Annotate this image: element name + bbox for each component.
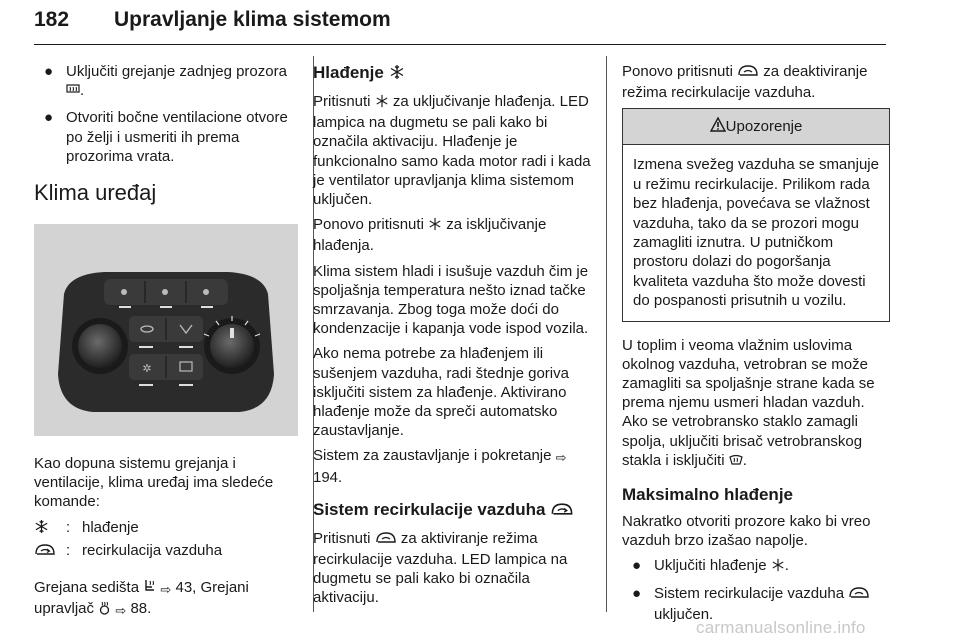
paragraph: Ponovo pritisnuti za isključivanje hlađenja.: [313, 216, 547, 255]
snowflake-icon: [428, 217, 442, 236]
legend-item: : hlađenje: [34, 518, 300, 539]
recirculation-icon: [550, 501, 574, 523]
warning-header: Upozorenje: [623, 109, 889, 145]
recirculation-icon: [34, 543, 56, 562]
list-item: ● Otvoriti bočne ventilacione otvore po želji i usmeriti ih prema prozorima vrata.: [44, 109, 288, 165]
rear-window-heating-icon: [66, 83, 80, 102]
paragraph: Ponovo pritisnuti za deaktiviranje režima recirkulacije vazduha.: [622, 63, 868, 102]
intro-paragraph: Kao dopuna sistemu grejanja i ventilacije, klima uređaj ima sledeće komande:: [34, 455, 274, 511]
column-3: [622, 62, 890, 630]
list-item: ● Sistem recirkulacije vazduha uključen.: [622, 584, 890, 624]
recirculation-icon: [737, 64, 759, 83]
snowflake-icon: [34, 519, 49, 539]
watermark: carmanualsonline.info: [696, 618, 866, 637]
paragraph: Sistem za zaustavljanje i pokretanje ⇨ 194.: [313, 447, 567, 486]
svg-text:✲: ✲: [142, 362, 152, 376]
warning-box: [622, 108, 890, 321]
column-1: [34, 62, 300, 626]
heated-seat-icon: [143, 579, 156, 599]
header-divider: [34, 44, 886, 45]
paragraph: Ako nema potrebe za hlađenjem ili sušenjem vazduha, radi štednje goriva isključiti sistem za hlađenje. Aktivirano hlađenje može da spreči automatsko zaustavljanje.: [313, 345, 569, 440]
paragraph: Nakratko otvoriti prozore kako bi vreo vazduh brzo izašao napolje.: [622, 513, 871, 550]
recirculation-icon: [848, 586, 870, 605]
windshield-defog-icon: [729, 453, 743, 472]
page-title: Upravljanje klima sistemom: [114, 8, 391, 31]
paragraph: Pritisnuti za aktiviranje režima recirkulacije vazduha. LED lampica na dugmetu se pali kako bi označila aktivaciju.: [313, 529, 568, 607]
seats-reference: Grejana sedišta ⇨ 43, Grejani upravljač ⇨ 88.: [34, 578, 300, 620]
page-header: [34, 8, 926, 38]
climate-panel-photo: [34, 224, 298, 436]
recirculation-icon: [375, 531, 397, 550]
snowflake-icon: [771, 558, 785, 577]
heading-recirculation: Sistem recirkulacije vazduha: [313, 499, 595, 523]
page-reference-arrow-icon: ⇨: [555, 450, 567, 466]
paragraph: Klima sistem hladi i isušuje vazduh čim je spoljašnja temperatura nešto iznad tačke smrzavanja. Zbog toga može doći do kondenzacije i kapanja vode ispod vozila.: [313, 262, 589, 338]
paragraph: U toplim i veoma vlažnim uslovima okolnog vazduha, vetrobran se može zamagliti sa spoljašnje strane kada se prema njemu usmeri hladan vazduh. Ako se vetrobransko staklo zamagli spolja, uključiti brisač vetrobranskog stakla i isključiti .: [622, 336, 890, 472]
legend-item: : recirkulacija vazduha: [34, 541, 300, 562]
list-item: ● Uključiti grejanje zadnjeg prozora .: [34, 62, 300, 102]
snowflake-icon: [375, 94, 389, 113]
heading-cooling: Hlađenje: [313, 62, 595, 86]
list-item: ● Uključiti hlađenje .: [622, 556, 890, 577]
warning-text: Izmena svežeg vazduha se smanjuje u režimu recirkulacije. Prilikom rada bez hlađenja, povećava se vlažnost vazduha, tako da se prozori mogu zamagliti iznutra. U putničkom prostoru dolazi do pogoršanja kvaliteta vazduha što može dovesti do pospanosti prisutnih u vozilu.: [633, 156, 879, 310]
page-reference-arrow-icon: ⇨: [160, 582, 172, 598]
paragraph: Pritisnuti za uključivanje hlađenja. LED lampica na dugmetu se pali kako bi označila aktivaciju. Hlađenje je funkcionalno samo kada motor radi i kada je ventilator upravljanja klima sistemom uključen.: [313, 93, 591, 209]
heated-steering-wheel-icon: [98, 601, 111, 620]
warning-triangle-icon: [710, 117, 726, 137]
section-title: Klima uređaj: [34, 180, 157, 206]
heading-max-cooling: Maksimalno hlađenje: [622, 485, 793, 505]
page-reference-arrow-icon: ⇨: [115, 603, 127, 619]
page-number: 182: [34, 8, 70, 31]
column-divider: [606, 56, 607, 612]
column-2: [313, 62, 595, 614]
snowflake-icon: [389, 64, 405, 86]
